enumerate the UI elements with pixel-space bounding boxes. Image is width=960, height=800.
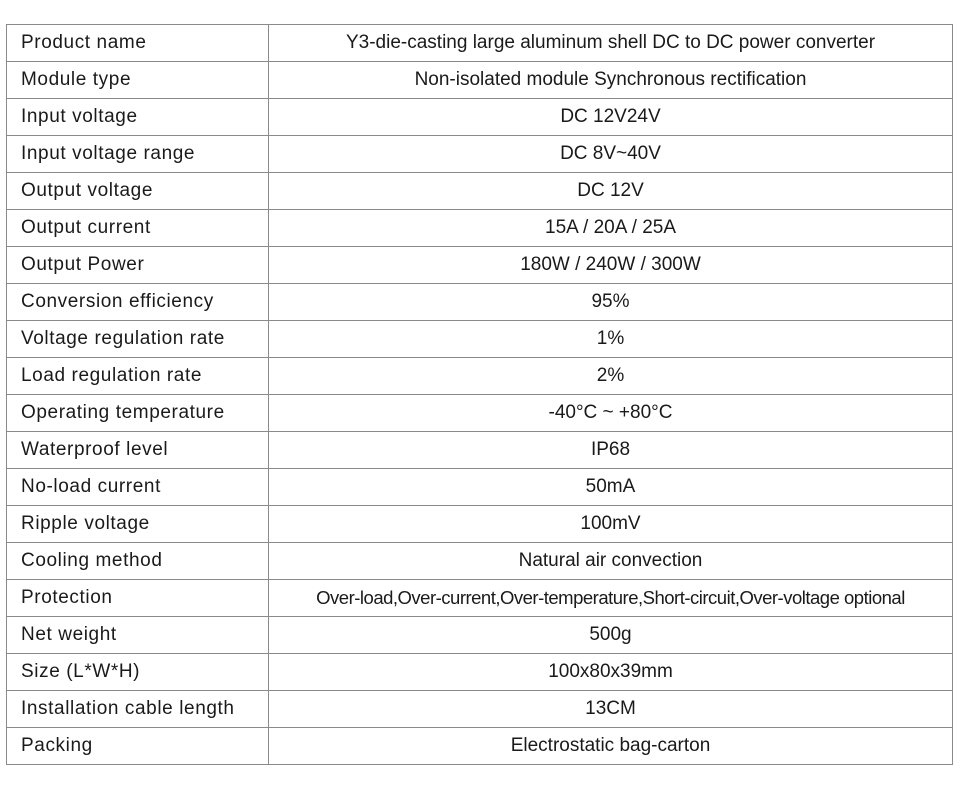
table-row bbox=[7, 580, 953, 617]
table-row bbox=[7, 25, 953, 62]
spec-label: Input voltage bbox=[7, 99, 269, 136]
spec-label: Output current bbox=[7, 210, 269, 247]
spec-value: Natural air convection bbox=[269, 543, 953, 580]
table-row bbox=[7, 432, 953, 469]
table-row bbox=[7, 617, 953, 654]
spec-label: Operating temperature bbox=[7, 395, 269, 432]
table-row bbox=[7, 136, 953, 173]
spec-value: -40°C ~ +80°C bbox=[269, 395, 953, 432]
spec-label: Net weight bbox=[7, 617, 269, 654]
table-row bbox=[7, 506, 953, 543]
table-row bbox=[7, 691, 953, 728]
table-row bbox=[7, 469, 953, 506]
spec-value: 2% bbox=[269, 358, 953, 395]
spec-value: 100x80x39mm bbox=[269, 654, 953, 691]
spec-label: Input voltage range bbox=[7, 136, 269, 173]
spec-label: Packing bbox=[7, 728, 269, 765]
spec-value: 1% bbox=[269, 321, 953, 358]
spec-label: Conversion efficiency bbox=[7, 284, 269, 321]
spec-label: Size (L*W*H) bbox=[7, 654, 269, 691]
spec-label: Output Power bbox=[7, 247, 269, 284]
table-row bbox=[7, 247, 953, 284]
spec-label: Cooling method bbox=[7, 543, 269, 580]
table-row bbox=[7, 210, 953, 247]
spec-value: Y3-die-casting large aluminum shell DC to DC power converter bbox=[269, 25, 953, 62]
spec-label: Protection bbox=[7, 580, 269, 617]
spec-value: 15A / 20A / 25A bbox=[269, 210, 953, 247]
spec-value: DC 8V~40V bbox=[269, 136, 953, 173]
spec-value: 95% bbox=[269, 284, 953, 321]
table-row bbox=[7, 543, 953, 580]
spec-label: Waterproof level bbox=[7, 432, 269, 469]
table-row bbox=[7, 284, 953, 321]
spec-label: Load regulation rate bbox=[7, 358, 269, 395]
spec-value: 50mA bbox=[269, 469, 953, 506]
spec-label: Module type bbox=[7, 62, 269, 99]
spec-value: 180W / 240W / 300W bbox=[269, 247, 953, 284]
spec-label: Installation cable length bbox=[7, 691, 269, 728]
table-row bbox=[7, 62, 953, 99]
table-row bbox=[7, 654, 953, 691]
spec-value: Over-load,Over-current,Over-temperature,Short-circuit,Over-voltage optional bbox=[269, 580, 953, 617]
spec-value: Electrostatic bag-carton bbox=[269, 728, 953, 765]
spec-value: IP68 bbox=[269, 432, 953, 469]
table-row bbox=[7, 173, 953, 210]
spec-value: DC 12V bbox=[269, 173, 953, 210]
spec-label: No-load current bbox=[7, 469, 269, 506]
spec-value: 500g bbox=[269, 617, 953, 654]
table-row bbox=[7, 728, 953, 765]
spec-table-body bbox=[7, 25, 953, 765]
spec-label: Voltage regulation rate bbox=[7, 321, 269, 358]
spec-value: DC 12V24V bbox=[269, 99, 953, 136]
spec-label: Ripple voltage bbox=[7, 506, 269, 543]
spec-label: Output voltage bbox=[7, 173, 269, 210]
table-row bbox=[7, 395, 953, 432]
table-row bbox=[7, 358, 953, 395]
table-row bbox=[7, 321, 953, 358]
spec-table bbox=[6, 24, 953, 765]
spec-value: 100mV bbox=[269, 506, 953, 543]
spec-label: Product name bbox=[7, 25, 269, 62]
table-row bbox=[7, 99, 953, 136]
spec-value: Non-isolated module Synchronous rectification bbox=[269, 62, 953, 99]
spec-value: 13CM bbox=[269, 691, 953, 728]
